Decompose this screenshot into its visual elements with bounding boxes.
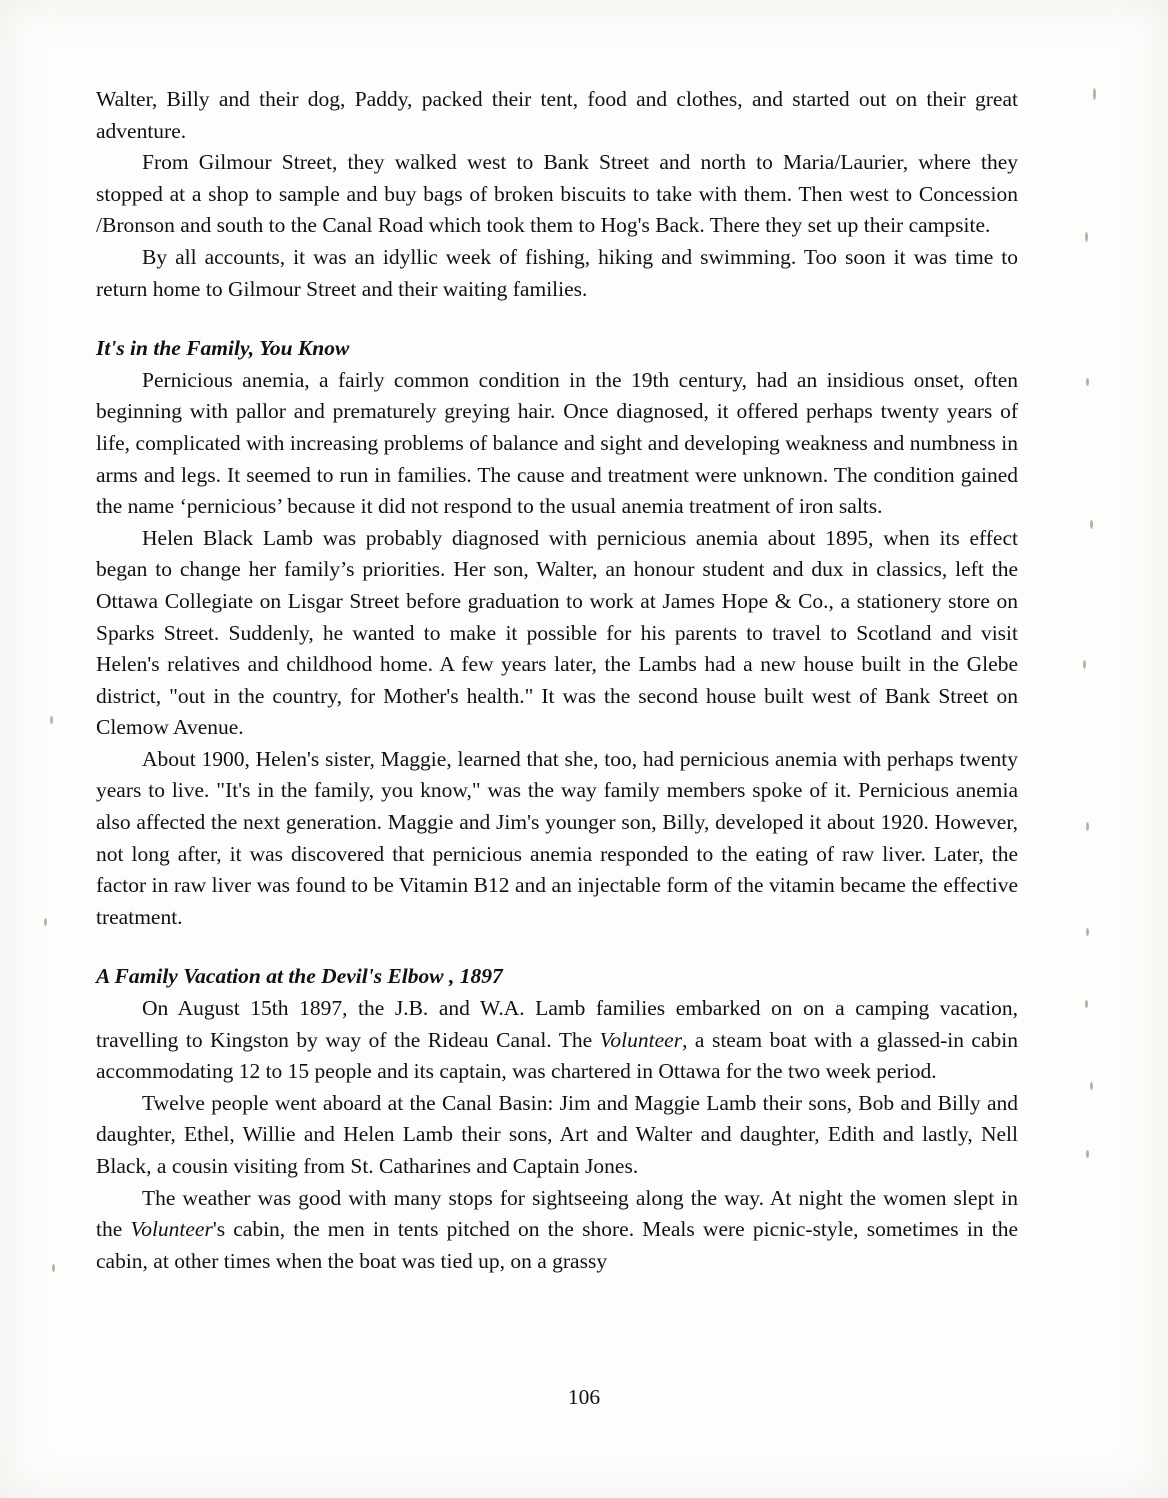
text-column	[96, 84, 1018, 1277]
paragraph-text: , a steam boat with a glassed-in cabin accommodating 12 to 15 people and its captain, was chartered in Ottawa for the two week period.	[96, 1027, 1018, 1084]
paragraph: Helen Black Lamb was probably diagnosed with pernicious anemia about 1895, when its effect began to change her family’s priorities. Her son, Walter, an honour student and dux in classics, left the Ottawa Collegiate on Lisgar Street before graduation to work at James Hope & Co., a stationery store on Sparks Street. Suddenly, he wanted to make it possible for his parents to travel to Scotland and visit Helen's relatives and childhood home. A few years later, the Lambs had a new house built in the Glebe district, "out in the country, for Mother's health." It was the second house built west of Bank Street on Clemow Avenue.	[96, 525, 1018, 740]
section-heading: A Family Vacation at the Devil's Elbow , 1897	[96, 964, 503, 989]
scan-speck	[52, 1264, 55, 1272]
scan-speck	[1093, 88, 1096, 100]
paragraph: Walter, Billy and their dog, Paddy, packed their tent, food and clothes, and started out on their great adventure.	[96, 87, 1018, 143]
scan-speck	[1085, 232, 1088, 242]
ship-name-italic: Volunteer	[130, 1217, 213, 1242]
paragraph-text: 's cabin, the men in tents pitched on the shore. Meals were picnic-style, sometimes in the cabin, at other times when the boat was tied up, on a grassy	[96, 1217, 1018, 1273]
paragraph: By all accounts, it was an idyllic week of fishing, hiking and swimming. Too soon it was time to return home to Gilmour Street and their waiting families.	[96, 244, 1018, 301]
paragraph	[96, 1183, 1018, 1278]
scan-speck	[1086, 928, 1089, 936]
paragraph-text: The weather was good with many stops for sightseeing along the way. At night the women slept in the	[96, 1185, 1018, 1242]
scan-speck	[1086, 822, 1089, 831]
scan-speck	[1085, 1000, 1088, 1008]
scan-speck	[50, 716, 53, 724]
paragraph: Pernicious anemia, a fairly common condition in the 19th century, had an insidious onset, often beginning with pallor and prematurely greying hair. Once diagnosed, it offered perhaps twenty years of life, complicated with increasing problems of balance and sight and developing weakness and numbness in arms and legs. It seemed to run in families. The cause and treatment were unknown. The condition gained the name ‘pernicious’ because it did not respond to the usual anemia treatment of iron salts.	[96, 367, 1018, 519]
ship-name-italic: Volunteer	[599, 1027, 683, 1052]
scan-speck	[1083, 660, 1086, 669]
section-heading: It's in the Family, You Know	[96, 336, 350, 361]
scan-speck	[44, 918, 47, 926]
paragraph: From Gilmour Street, they walked west to Bank Street and north to Maria/Laurier, where they stopped at a shop to sample and buy bags of broken biscuits to take with them. Then west to Concession /Bronson and south to the Canal Road which took them to Hog's Back. There they set up their campsite.	[96, 150, 1018, 238]
scan-speck	[1090, 520, 1093, 529]
paragraph: About 1900, Helen's sister, Maggie, learned that she, too, had pernicious anemia with perhaps twenty years to live. "It's in the family, you know," was the way family members spoke of it. Pernicious anemia also affected the next generation. Maggie and Jim's younger son, Billy, developed it about 1920. However, not long after, it was discovered that pernicious anemia responded to the eating of raw liver. Later, the factor in raw liver was found to be Vitamin B12 and an injectable form of the vitamin became the effective treatment.	[96, 746, 1018, 929]
page-number: 106	[567, 1385, 601, 1409]
paragraph: Twelve people went aboard at the Canal Basin: Jim and Maggie Lamb their sons, Bob and Billy and daughter, Ethel, Willie and Helen Lamb their sons, Art and Walter and daughter, Edith and lastly, Nell Black, a cousin visiting from St. Catharines and Captain Jones.	[96, 1090, 1018, 1178]
scan-speck	[1090, 1082, 1093, 1090]
paragraph-text: On August 15th 1897, the J.B. and W.A. Lamb families embarked on on a camping vacation, travelling to Kingston by way of the Rideau Canal. The	[96, 996, 1018, 1052]
scan-speck	[1086, 1150, 1089, 1158]
scan-speck	[1086, 378, 1089, 386]
paragraph	[96, 993, 1018, 1088]
